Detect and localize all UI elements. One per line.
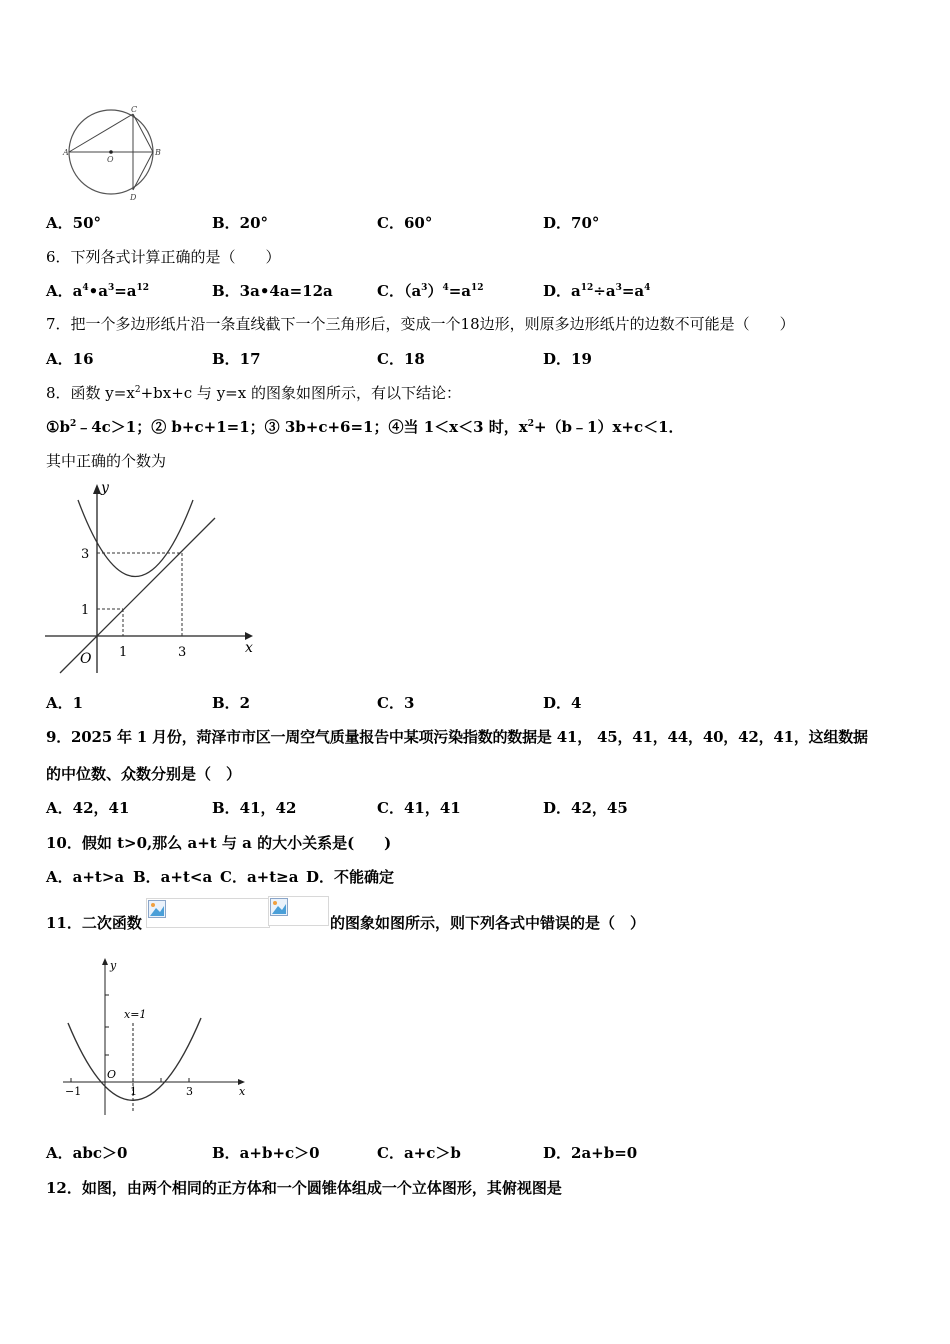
q5-option-a: A．50°	[46, 214, 102, 232]
q11-stem-pre: 11．二次函数	[46, 914, 142, 932]
q11-xtick-label-1: 1	[130, 1085, 137, 1098]
q11-origin-label: O	[107, 1068, 117, 1081]
q9-option-a: A．42，41	[46, 799, 130, 817]
q6-option-c: C．$(a^3)^4=a^{12}$	[377, 282, 484, 300]
q10-option-a: A．a+t>a	[46, 868, 125, 886]
q8-origin-label: O	[80, 651, 92, 667]
q6-option-b: B．3a•4a=12a	[212, 282, 333, 300]
q10-stem: 10．假如 t>0,那么 a+t 与 a 的大小关系是( )	[46, 834, 392, 852]
q8-line-y-equals-x	[60, 518, 215, 673]
q7-stem: 7．把一个多边形纸片沿一条直线截下一个三角形后，变成一个18边形，则原多边形纸片的边数不可能是（ ）	[46, 315, 795, 333]
q5-label-A: A	[63, 148, 69, 157]
q8-ytick-3: 3	[81, 547, 90, 562]
q8-x-label: x	[245, 640, 253, 656]
q7-option-d: D．19	[543, 350, 592, 368]
q10-option-c: C．a+t≥a	[220, 868, 299, 886]
q7-option-c: C．18	[377, 350, 425, 368]
q11-graph	[58, 955, 258, 1125]
q10-option-b: B．a+t<a	[133, 868, 213, 886]
q11-axis-label: x=1	[124, 1008, 147, 1021]
q9-stem-line2: 的中位数、众数分别是（ ）	[46, 765, 242, 783]
q8-option-b: B．2	[212, 694, 251, 712]
q5-label-B: B	[155, 148, 161, 157]
q8-y-label: y	[101, 480, 109, 496]
q5-circle-figure	[60, 100, 170, 200]
q8-y-arrow	[93, 484, 101, 494]
q8-xtick-3: 3	[178, 645, 187, 660]
q8-graph	[40, 478, 260, 678]
q11-broken-image-2	[268, 896, 329, 926]
q11-broken-image-1	[146, 898, 270, 928]
q11-x-label: x	[239, 1085, 246, 1098]
q9-option-c: C．41，41	[377, 799, 461, 817]
q11-option-b: B．a+b+c＞0	[212, 1144, 320, 1162]
q7-option-a: A．16	[46, 350, 94, 368]
q11-option-d: D．2a+b=0	[543, 1144, 638, 1162]
q5-center-dot	[109, 150, 113, 154]
q6-option-a: A．$a^4•a^3=a^{12}$	[46, 282, 150, 300]
q5-chord-DB	[133, 152, 153, 190]
q5-option-d: D．70°	[543, 214, 600, 232]
q5-chord-CB	[133, 114, 153, 152]
image-placeholder-icon	[270, 898, 288, 916]
q5-label-O: O	[107, 155, 114, 164]
q8-option-c: C．3	[377, 694, 415, 712]
q5-chord-AC	[69, 114, 133, 152]
q6-stem: 6．下列各式计算正确的是（ ）	[46, 248, 281, 266]
q10-option-d: D．不能确定	[306, 868, 395, 886]
q11-option-a: A．abc＞0	[46, 1144, 128, 1162]
q5-option-b: B．20°	[212, 214, 269, 232]
q8-parabola	[78, 500, 193, 577]
q8-option-a: A．1	[46, 694, 84, 712]
q8-conclusions: $①b^2﹣4c>1$；② b+c+1=1；③ 3b+c+6=1；④当 1＜x＜3 时，$x^2+(b﹣1)x+c<1$．	[46, 418, 684, 436]
q9-option-b: B．41，42	[212, 799, 297, 817]
q8-option-d: D．4	[543, 694, 582, 712]
q6-option-d: D．$a^{12}\div a^3=a^4$	[543, 282, 651, 300]
q8-x-arrow	[245, 632, 253, 640]
q5-label-D: D	[130, 193, 137, 202]
q9-option-d: D．42，45	[543, 799, 628, 817]
q11-xtick-label-3: 3	[186, 1085, 193, 1098]
q8-xtick-1: 1	[119, 645, 128, 660]
image-placeholder-icon	[148, 900, 166, 918]
q11-option-c: C．a+c＞b	[377, 1144, 461, 1162]
q11-y-arrow	[102, 958, 108, 965]
q11-stem-post: 的图象如图所示，则下列各式中错误的是（ ）	[330, 914, 646, 932]
q8-stem: 8．函数 $y=x^2+bx+c$ 与 y=x 的图象如图所示，有以下结论：	[46, 384, 461, 402]
q5-label-C: C	[131, 105, 138, 114]
q11-xtick-label-neg1: −1	[65, 1085, 82, 1098]
q8-ytick-1: 1	[81, 603, 90, 618]
q12-stem: 12．如图，由两个相同的正方体和一个圆锥体组成一个立体图形，其俯视图是	[46, 1179, 562, 1197]
q7-option-b: B．17	[212, 350, 261, 368]
q11-y-label: y	[110, 959, 117, 972]
q9-stem-line1: 9．2025 年 1 月份，菏泽市市区一周空气质量报告中某项污染指数的数据是 41， 45，41，44，40，42，41，这组数据	[46, 728, 868, 746]
q8-question: 其中正确的个数为	[46, 452, 167, 470]
q5-option-c: C．60°	[377, 214, 433, 232]
